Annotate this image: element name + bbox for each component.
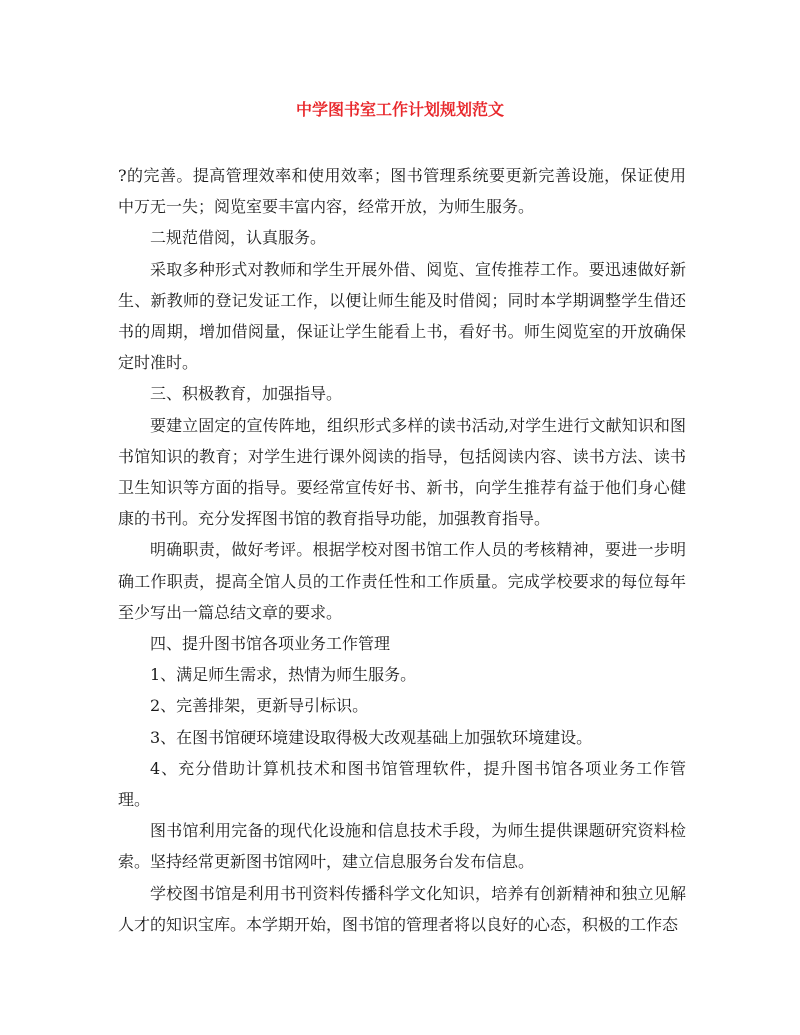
paragraph-13: 学校图书馆是利用书刊资料传播科学文化知识，培养有创新精神和独立见解人才的知识宝库。本学期开始，图书馆的管理者将以良好的心态，积极的工作态 bbox=[118, 883, 686, 934]
paragraph-12: 图书馆利用完备的现代化设施和信息技术手段，为师生提供课题研究资料检索。坚持经常更新图书馆网叶，建立信息服务台发布信息。 bbox=[118, 821, 686, 872]
paragraph-5: 要建立固定的宣传阵地，组织形式多样的读书活动,对学生进行文献知识和图书馆知识的教育；对学生进行课外阅读的指导，包括阅读内容、读书方法、读书卫生知识等方面的指导。要经常宣传好书、新书，向学生推荐有益于他们身心健康的书刊。充分发挥图书馆的教育指导功能，加强教育指导。 bbox=[118, 415, 686, 529]
paragraph-10: 3、在图书馆硬环境建设取得极大改观基础上加强软环境建设。 bbox=[150, 727, 593, 747]
document-title: 中学图书室工作计划规划范文 bbox=[295, 100, 504, 119]
paragraph-6: 明确职责，做好考评。根据学校对图书馆工作人员的考核精神，要进一步明确工作职责，提高全馆人员的工作责任性和工作质量。完成学校要求的每位每年至少写出一篇总结文章的要求。 bbox=[118, 540, 686, 622]
paragraph-1: ?的完善。提高管理效率和使用效率；图书管理系统要更新完善设施，保证使用中万无一失；阅览室要丰富内容，经常开放，为师生服务。 bbox=[118, 166, 686, 217]
paragraph-3: 采取多种形式对教师和学生开展外借、阅览、宣传推荐工作。要迅速做好新生、新教师的登记发证工作，以便让师生能及时借阅；同时本学期调整学生借还书的周期，增加借阅量，保证让学生能看上书，看好书。师生阅览室的开放确保定时准时。 bbox=[118, 259, 686, 373]
paragraph-8: 1、满足师生需求，热情为师生服务。 bbox=[150, 665, 417, 685]
paragraph-11: 4、充分借助计算机技术和图书馆管理软件，提升图书馆各项业务工作管理。 bbox=[118, 758, 686, 810]
paragraph-7: 四、提升图书馆各项业务工作管理 bbox=[150, 634, 391, 654]
paragraph-4: 三、积极教育，加强指导。 bbox=[150, 384, 343, 404]
paragraph-2: 二规范借阅，认真服务。 bbox=[150, 228, 327, 248]
document-body bbox=[118, 160, 686, 940]
paragraph-9: 2、完善排架，更新导引标识。 bbox=[150, 696, 369, 716]
